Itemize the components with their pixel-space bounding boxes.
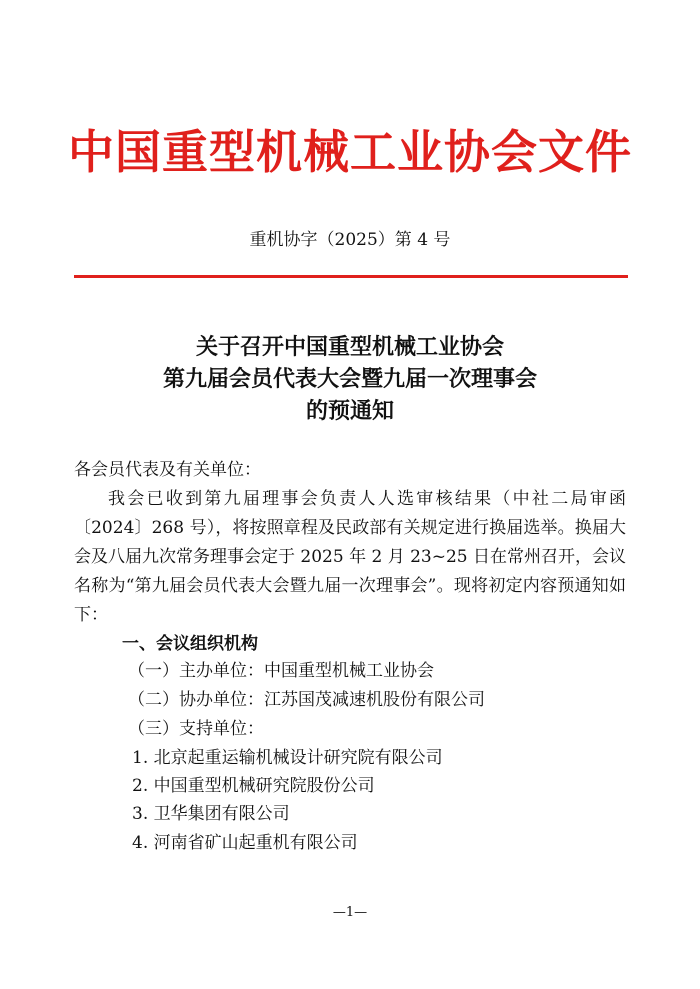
section-heading-organization: 一、会议组织机构	[122, 634, 258, 654]
supporter-item: 1. 北京起重运输机械设计研究院有限公司	[132, 748, 443, 768]
page-number: —1—	[332, 905, 368, 920]
organizer-line: （一）主办单位：中国重型机械工业协会	[128, 661, 434, 681]
notice-title-line-1: 关于召开中国重型机械工业协会	[195, 334, 504, 360]
supporters-heading: （三）支持单位：	[128, 719, 264, 739]
notice-title-line-2: 第九届会员代表大会暨九届一次理事会	[162, 366, 537, 392]
notice-title	[0, 331, 700, 427]
document-number: 重机协字（2025）第 4 号	[249, 230, 451, 250]
notice-title-line-3: 的预通知	[305, 398, 394, 424]
intro-paragraph: 我会已收到第九届理事会负责人人选审核结果（中社二局审函〔2024〕268 号），将按照章程及民政部有关规定进行换届选举。换届大会及八届九次常务理事会定于 2025 年 2 月 23~25 日在常州召开，会议名称为“第九届会员代表大会暨九届一次理事会”。现将初定内容预通知如下：	[74, 489, 627, 625]
masthead-title: 中国重型机械工业协会文件	[68, 125, 632, 179]
supporter-item: 3. 卫华集团有限公司	[132, 804, 290, 824]
co-organizer-line: （二）协办单位：江苏国茂减速机股份有限公司	[128, 690, 485, 710]
supporter-item: 4. 河南省矿山起重机有限公司	[132, 833, 358, 853]
red-divider-line	[74, 275, 628, 278]
supporter-item: 2. 中国重型机械研究院股份公司	[132, 776, 375, 796]
salutation: 各会员代表及有关单位：	[74, 460, 261, 480]
